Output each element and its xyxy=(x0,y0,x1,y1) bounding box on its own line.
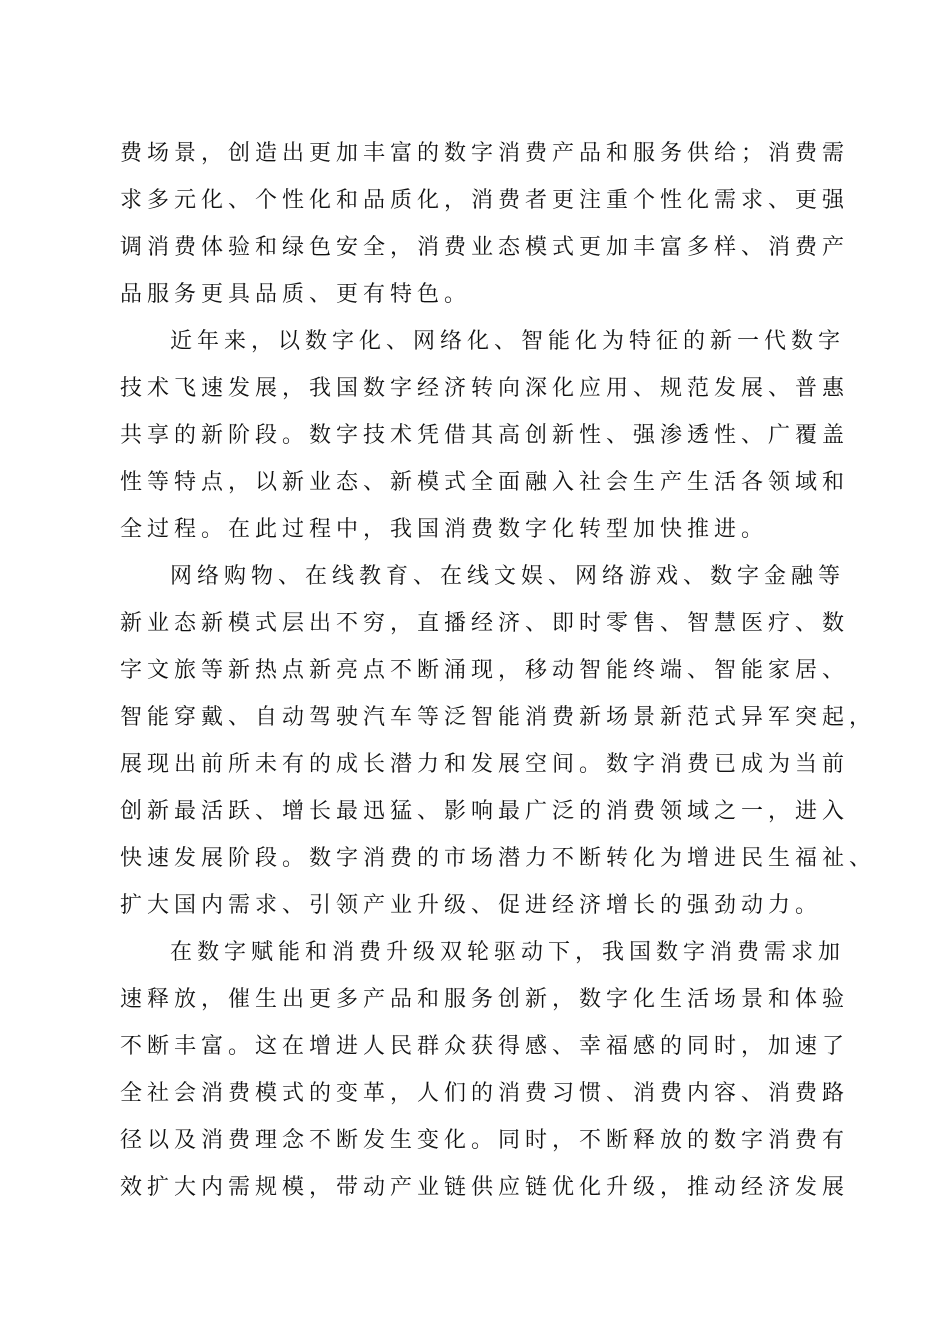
text-line: 品服务更具品质、更有特色。 xyxy=(120,282,472,307)
text-line: 智能穿戴、自动驾驶汽车等泛智能消费新场景新范式异军突起， xyxy=(120,705,877,730)
text-line: 在数字赋能和消费升级双轮驱动下，我国数字消费需求加 xyxy=(170,940,846,965)
text-line: 全社会消费模式的变革，人们的消费习惯、消费内容、消费路 xyxy=(120,1081,850,1106)
text-line: 技术飞速发展，我国数字经济转向深化应用、规范发展、普惠 xyxy=(120,376,850,401)
text-line: 不断丰富。这在增进人民群众获得感、幸福感的同时，加速了 xyxy=(120,1034,850,1059)
text-line: 共享的新阶段。数字技术凭借其高创新性、强渗透性、广覆盖 xyxy=(120,423,850,448)
text-line: 近年来，以数字化、网络化、智能化为特征的新一代数字 xyxy=(170,329,846,354)
text-line: 扩大国内需求、引领产业升级、促进经济增长的强劲动力。 xyxy=(120,893,823,918)
text-line: 新业态新模式层出不穷，直播经济、即时零售、智慧医疗、数 xyxy=(120,611,850,636)
text-line: 性等特点，以新业态、新模式全面融入社会生产生活各领域和 xyxy=(120,470,850,495)
text-line: 全过程。在此过程中，我国消费数字化转型加快推进。 xyxy=(120,517,769,542)
text-line: 求多元化、个性化和品质化，消费者更注重个性化需求、更强 xyxy=(120,188,850,213)
text-line: 快速发展阶段。数字消费的市场潜力不断转化为增进民生福祉、 xyxy=(120,846,877,871)
text-line: 字文旅等新热点新亮点不断涌现，移动智能终端、智能家居、 xyxy=(120,658,850,683)
text-line: 效扩大内需规模，带动产业链供应链优化升级，推动经济发展 xyxy=(120,1175,850,1200)
text-line: 速释放，催生出更多产品和服务创新，数字化生活场景和体验 xyxy=(120,987,850,1012)
text-line: 径以及消费理念不断发生变化。同时，不断释放的数字消费有 xyxy=(120,1128,850,1153)
text-line: 展现出前所未有的成长潜力和发展空间。数字消费已成为当前 xyxy=(120,752,850,777)
text-line: 调消费体验和绿色安全，消费业态模式更加丰富多样、消费产 xyxy=(120,235,850,260)
text-line: 费场景，创造出更加丰富的数字消费产品和服务供给；消费需 xyxy=(120,141,850,166)
text-line: 网络购物、在线教育、在线文娱、网络游戏、数字金融等 xyxy=(170,564,846,589)
text-line: 创新最活跃、增长最迅猛、影响最广泛的消费领域之一，进入 xyxy=(120,799,850,824)
